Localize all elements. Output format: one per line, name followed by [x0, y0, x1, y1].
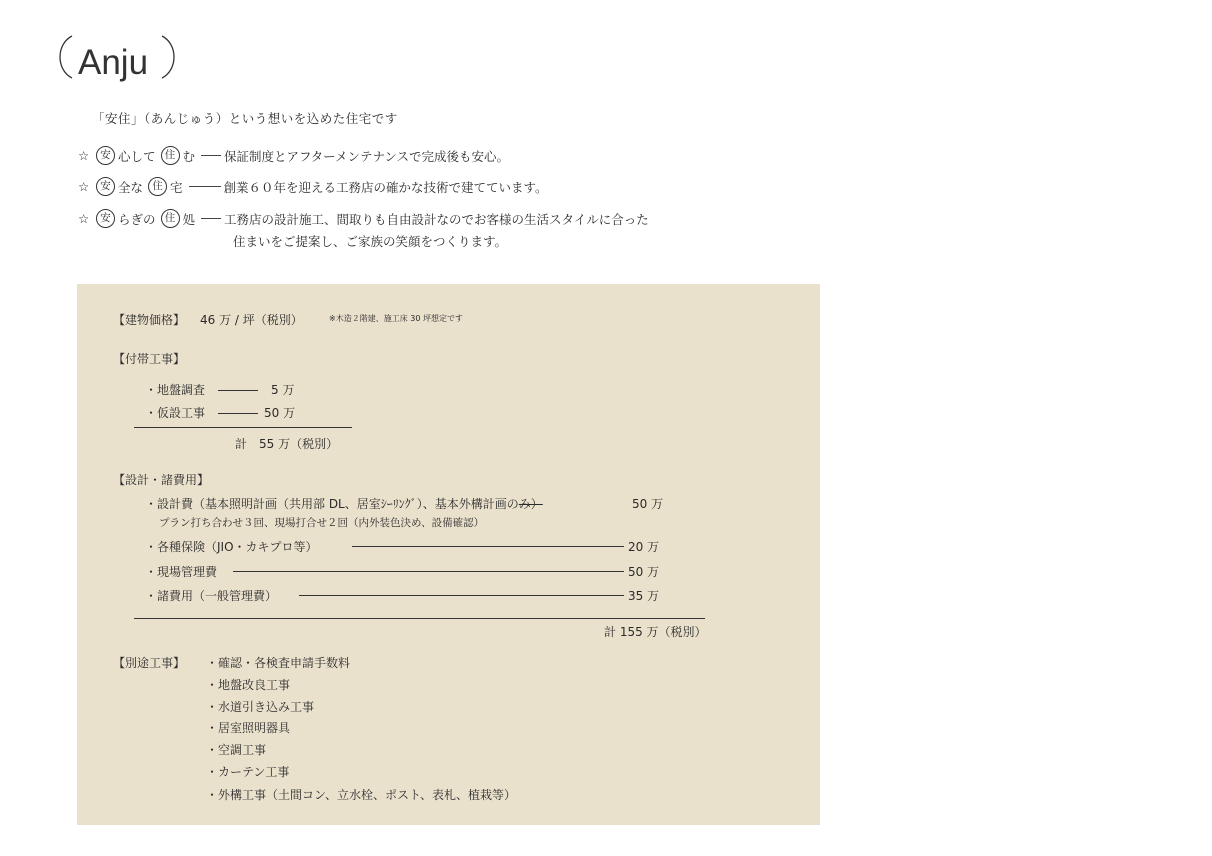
- design-fee-amount: 50 万: [632, 497, 664, 511]
- feature-desc-continued: 住まいをご提案し、ご家族の笑顔をつくります。: [233, 234, 508, 249]
- circled-char: 住: [148, 177, 167, 196]
- circled-char: 住: [161, 146, 180, 165]
- design-fee-note: プラン打ち合わせ３回、現場打合せ２回（内外装色決め、設備確認）: [159, 517, 485, 529]
- circled-char: 安: [96, 146, 115, 165]
- separate-item: ・水道引き込み工事: [206, 700, 315, 714]
- price-value: 46 万 / 坪（税別）: [200, 313, 303, 327]
- feature-2: [78, 177, 548, 196]
- design-fee-struck: み）: [518, 497, 543, 511]
- star-icon: ☆: [78, 211, 90, 226]
- circled-char: 住: [161, 209, 180, 228]
- design-item-amount: 50 万: [628, 565, 660, 579]
- circled-char: 安: [96, 209, 115, 228]
- design-item-amount: 35 万: [628, 589, 660, 603]
- separate-item: ・地盤改良工事: [206, 678, 291, 692]
- design-total: 計 155 万（税別）: [604, 625, 707, 639]
- feature-3: [78, 209, 649, 228]
- logo-text: Anju: [78, 43, 149, 82]
- leader-line: [201, 218, 221, 219]
- leader-line: [218, 390, 258, 391]
- feature-word: 全な: [118, 179, 144, 195]
- feature-word: 心して: [118, 148, 156, 164]
- incidental-item-name: ・仮設工事: [145, 406, 206, 420]
- feature-word: む: [182, 148, 196, 164]
- incidental-item-amount: 50 万: [264, 406, 296, 420]
- separate-item: ・外構工事（土間コン、立水栓、ポスト、表札、植栽等）: [206, 788, 516, 802]
- star-icon: ☆: [78, 179, 90, 194]
- tagline: 「安住」（あんじゅう）という想いを込めた住宅です: [92, 111, 398, 126]
- incidental-item-name: ・地盤調査: [145, 383, 206, 397]
- price-panel: [77, 284, 820, 825]
- circled-char: 安: [96, 177, 115, 196]
- star-icon: ☆: [78, 148, 90, 163]
- anju-logo: [58, 30, 176, 96]
- price-note: ※木造２階建、施工床 30 坪想定です: [329, 314, 463, 323]
- incidental-heading: 【付帯工事】: [113, 352, 186, 366]
- design-item-name: ・各種保険（JIO・カキプロ等）: [145, 540, 318, 554]
- separate-item: ・空調工事: [206, 743, 267, 757]
- separate-heading: 【別途工事】: [113, 656, 186, 670]
- separate-item: ・カーテン工事: [206, 765, 290, 779]
- price-label: 【建物価格】: [113, 313, 186, 327]
- design-fee-text: ・設計費（基本照明計画（共用部 DL、居室ｼｰﾘﾝｸﾞ）、基本外構計画の: [145, 497, 519, 511]
- feature-word: らぎの: [118, 211, 156, 227]
- design-item-amount: 20 万: [628, 540, 660, 554]
- leader-line: [218, 413, 258, 414]
- leader-line: [189, 186, 221, 187]
- feature-word: 処: [182, 211, 196, 227]
- incidental-item-amount: 5 万: [271, 383, 295, 397]
- feature-desc: 保証制度とアフターメンテナンスで完成後も安心。: [224, 148, 510, 164]
- separate-item: ・居室照明器具: [206, 721, 291, 735]
- leader-line: [233, 571, 624, 572]
- subtotal-rule: [134, 427, 352, 428]
- leader-line: [201, 155, 221, 156]
- leader-line: [299, 595, 624, 596]
- subtotal-rule: [134, 618, 705, 619]
- incidental-total: 計 55 万（税別）: [235, 437, 339, 451]
- feature-desc: 創業６０年を迎える工務店の確かな技術で建てています。: [223, 179, 548, 195]
- design-fee-name: [145, 495, 543, 512]
- feature-desc: 工務店の設計施工、間取りも自由設計なのでお客様の生活スタイルに合った: [224, 211, 649, 227]
- leader-line: [352, 546, 624, 547]
- separate-item: ・確認・各検査申請手数料: [206, 656, 351, 670]
- design-item-name: ・現場管理費: [145, 565, 218, 579]
- feature-1: [78, 146, 509, 165]
- feature-word: 宅: [170, 179, 183, 195]
- design-heading: 【設計・諸費用】: [113, 473, 210, 487]
- design-item-name: ・諸費用（一般管理費）: [145, 589, 278, 603]
